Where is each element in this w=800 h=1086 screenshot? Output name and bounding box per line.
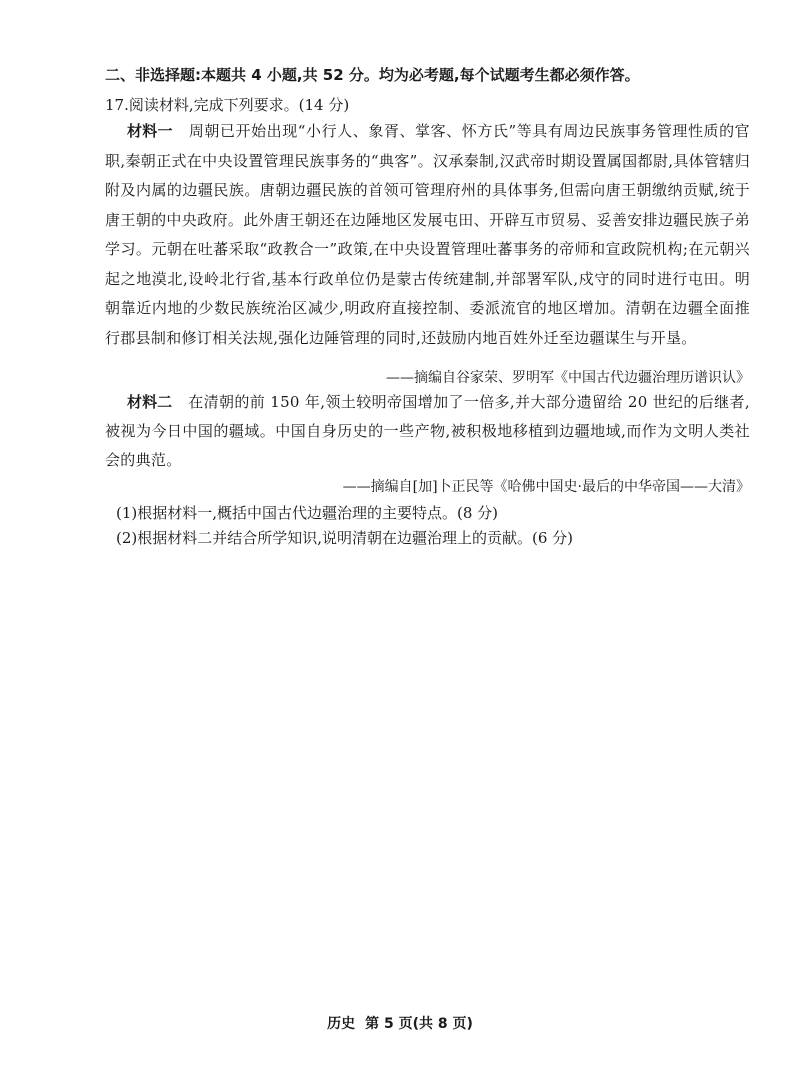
sub-question-1: (1)根据材料一,概括中国古代边疆治理的主要特点。(8 分) bbox=[116, 504, 499, 522]
section-header: 二、非选择题:本题共 4 小题,共 52 分。均为必考题,每个试题考生都必须作答。 bbox=[105, 66, 640, 84]
material-one-source: ——摘编自谷家荣、罗明军《中国古代边疆治理历谱识认》 bbox=[386, 370, 750, 386]
material-one-text: 周朝已开始出现“小行人、象胥、掌客、怀方氏”等具有周边民族事务管理性质的官职,秦朝正式在中央设置管理民族事务的“典客”。汉承秦制,汉武帝时期设置属国都尉,具体管辖归附及内属的边疆民族。唐朝边疆民族的首领可管理府州的具体事务,但需向唐王朝缴纳贡赋,统于唐王朝的中央政府。此外唐王朝还在边陲地区发展屯田、开辟互市贸易、妥善安排边疆民族子弟学习。元朝在吐蕃采取“政教合一”政策,在中央设置管理吐蕃事务的帝师和宣政院机构;在元朝兴起之地漠北,设岭北行省,基本行政单位仍是蒙古传统建制,并部署军队,戍守的同时进行屯田。明朝靠近内地的少数民族统治区减少,明政府直接控制、委派流官的地区增加。清朝在边疆全面推行郡县制和修订相关法规,强化边陲管理的同时,还鼓励内地百姓外迁至边疆谋生与开垦。 bbox=[105, 122, 750, 347]
material-one-paragraph bbox=[105, 117, 750, 353]
page-footer bbox=[0, 1014, 800, 1034]
material-one-label: 材料一 bbox=[127, 122, 173, 140]
material-two-source: ——摘编自[加]卜正民等《哈佛中国史·最后的中华帝国——大清》 bbox=[342, 479, 750, 495]
question-stem: 17.阅读材料,完成下列要求。(14 分) bbox=[105, 96, 350, 114]
material-two-text: 在清朝的前 150 年,领土较明帝国增加了一倍多,并大部分遗留给 20 世纪的后继者,被视为今日中国的疆域。中国自身历史的一些产物,被积极地移植到边疆地域,而作为文明人类社会的典范。 bbox=[105, 393, 750, 469]
material-two-label: 材料二 bbox=[127, 393, 173, 411]
material-two-paragraph bbox=[105, 388, 750, 475]
footer-subject: 历史 bbox=[327, 1016, 356, 1032]
footer-page-info: 第 5 页(共 8 页) bbox=[365, 1016, 473, 1032]
sub-question-2: (2)根据材料二并结合所学知识,说明清朝在边疆治理上的贡献。(6 分) bbox=[116, 529, 574, 547]
